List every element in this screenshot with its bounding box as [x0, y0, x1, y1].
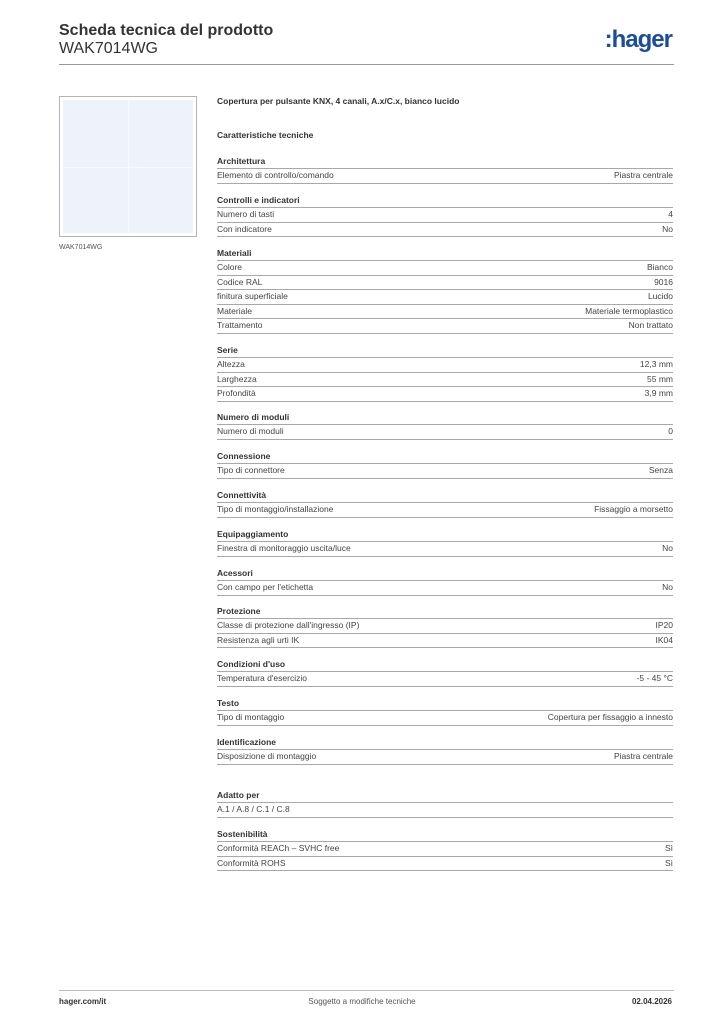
spec-value: 12,3 mm [639, 359, 673, 369]
spec-value: -5 - 45 °C [636, 673, 673, 683]
spec-label: Profondità [217, 388, 256, 398]
section-title: Materiali [217, 248, 252, 258]
page-header [59, 20, 674, 64]
spec-row [217, 841, 673, 856]
spec-label: Con campo per l'etichetta [217, 582, 314, 592]
spec-value: Materiale termoplastico [585, 305, 673, 316]
spec-label: Conformità ROHS [217, 857, 286, 868]
section-title: Equipaggiamento [217, 529, 289, 539]
spec-value: IP20 [655, 620, 673, 630]
spec-value: No [662, 582, 673, 592]
footer-website: hager.com/it [59, 997, 107, 1006]
spec-label: Tipo di montaggio [217, 712, 285, 722]
spec-value: Piastra centrale [613, 751, 673, 761]
spec-row [217, 633, 673, 648]
spec-label: Tipo di montaggio/installazione [217, 504, 334, 514]
spec-row [217, 710, 673, 725]
spec-label: Numero di tasti [217, 209, 275, 219]
document-title: Scheda tecnica del prodotto [59, 22, 274, 39]
section-title: Protezione [217, 606, 261, 616]
spec-label: A.1 / A.8 / C.1 / C.8 [217, 804, 290, 814]
spec-value: No [662, 223, 673, 234]
section-title: Condizioni d'uso [217, 659, 286, 669]
product-image-caption: WAK7014WG [59, 244, 103, 251]
spec-value: Piastra centrale [613, 170, 673, 180]
spec-row [217, 424, 673, 439]
hager-logo: :hager [604, 26, 672, 53]
spec-row [217, 502, 673, 517]
spec-value: Fissaggio a morsetto [594, 504, 673, 514]
spec-value: 3,9 mm [644, 388, 673, 398]
spec-value: Sì [664, 843, 673, 853]
section-divider [217, 817, 673, 818]
spec-label: Trattamento [217, 320, 263, 330]
section-divider [217, 870, 673, 871]
footer-note: Soggetto a modifiche tecniche [308, 997, 416, 1006]
section-divider [217, 517, 673, 518]
section-divider [217, 401, 673, 402]
spec-row [217, 372, 673, 387]
section-divider [217, 556, 673, 557]
spec-row [217, 463, 673, 478]
spec-row [217, 357, 673, 372]
product-description: Copertura per pulsante KNX, 4 canali, A.x/C.x, bianco lucido [217, 96, 460, 106]
section-title: Sostenibilità [217, 829, 268, 839]
spec-row [217, 275, 673, 290]
spec-value: 0 [668, 426, 673, 436]
spec-label: Tipo di connettore [217, 465, 285, 475]
spec-row [217, 749, 673, 764]
spec-label: Finestra di monitoraggio uscita/luce [217, 543, 351, 553]
spec-row [217, 580, 673, 595]
spec-row [217, 618, 673, 633]
spec-label: Disposizione di montaggio [217, 751, 317, 761]
spec-row [217, 289, 673, 304]
spec-value: Bianco [647, 262, 673, 272]
section-divider [217, 183, 673, 184]
spec-label: Elemento di controllo/comando [217, 170, 334, 180]
features-heading: Caratteristiche tecniche [217, 130, 314, 140]
spec-value: 4 [668, 209, 673, 219]
spec-value: Copertura per fissaggio a innesto [547, 712, 673, 722]
spec-label: Classe di protezione dall'ingresso (IP) [217, 620, 360, 630]
section-divider [217, 764, 673, 765]
section-title: Adatto per [217, 790, 260, 800]
spec-value: Non trattato [628, 320, 673, 330]
product-image [59, 96, 197, 237]
section-title: Acessori [217, 568, 253, 578]
section-title: Controlli e indicatori [217, 195, 300, 205]
footer-divider [59, 990, 674, 991]
section-title: Testo [217, 698, 240, 708]
section-divider [217, 439, 673, 440]
spec-label: finitura superficiale [217, 291, 288, 301]
section-divider [217, 333, 673, 334]
spec-label: Con indicatore [217, 223, 272, 234]
spec-label: Colore [217, 262, 243, 272]
spec-label: Numero di moduli [217, 426, 284, 436]
spec-value: Senza [648, 465, 673, 475]
header-divider [59, 64, 674, 65]
spec-row [217, 222, 673, 237]
spec-label: Altezza [217, 359, 245, 369]
section-title: Connessione [217, 451, 271, 461]
spec-row [217, 671, 673, 686]
spec-label: Codice RAL [217, 276, 263, 287]
section-divider [217, 725, 673, 726]
section-divider [217, 236, 673, 237]
spec-row [217, 168, 673, 183]
spec-value: No [662, 543, 673, 553]
section-title: Numero di moduli [217, 412, 290, 422]
spec-row [217, 207, 673, 222]
spec-row [217, 802, 673, 817]
product-code: WAK7014WG [59, 40, 158, 57]
spec-label: Larghezza [217, 373, 257, 384]
spec-label: Resistenza agli urti IK [217, 634, 300, 645]
spec-label: Materiale [217, 305, 252, 316]
spec-row [217, 856, 673, 871]
spec-row [217, 386, 673, 401]
spec-value: 9016 [654, 276, 673, 287]
section-title: Connettività [217, 490, 267, 500]
spec-value: IK04 [655, 634, 673, 645]
spec-value: Sì [664, 857, 673, 868]
spec-label: Temperatura d'esercizio [217, 673, 307, 683]
section-title: Architettura [217, 156, 266, 166]
spec-label: Conformità REACh – SVHC free [217, 843, 340, 853]
spec-row [217, 304, 673, 319]
section-title: Serie [217, 345, 238, 355]
section-divider [217, 595, 673, 596]
section-divider [217, 478, 673, 479]
spec-value: 55 mm [647, 373, 673, 384]
spec-row [217, 541, 673, 556]
section-title: Identificazione [217, 737, 277, 747]
spec-row [217, 318, 673, 333]
section-divider [217, 686, 673, 687]
spec-row [217, 260, 673, 275]
footer-date: 02.04.2026 [631, 997, 672, 1006]
section-divider [217, 647, 673, 648]
spec-value: Lucido [647, 291, 673, 301]
